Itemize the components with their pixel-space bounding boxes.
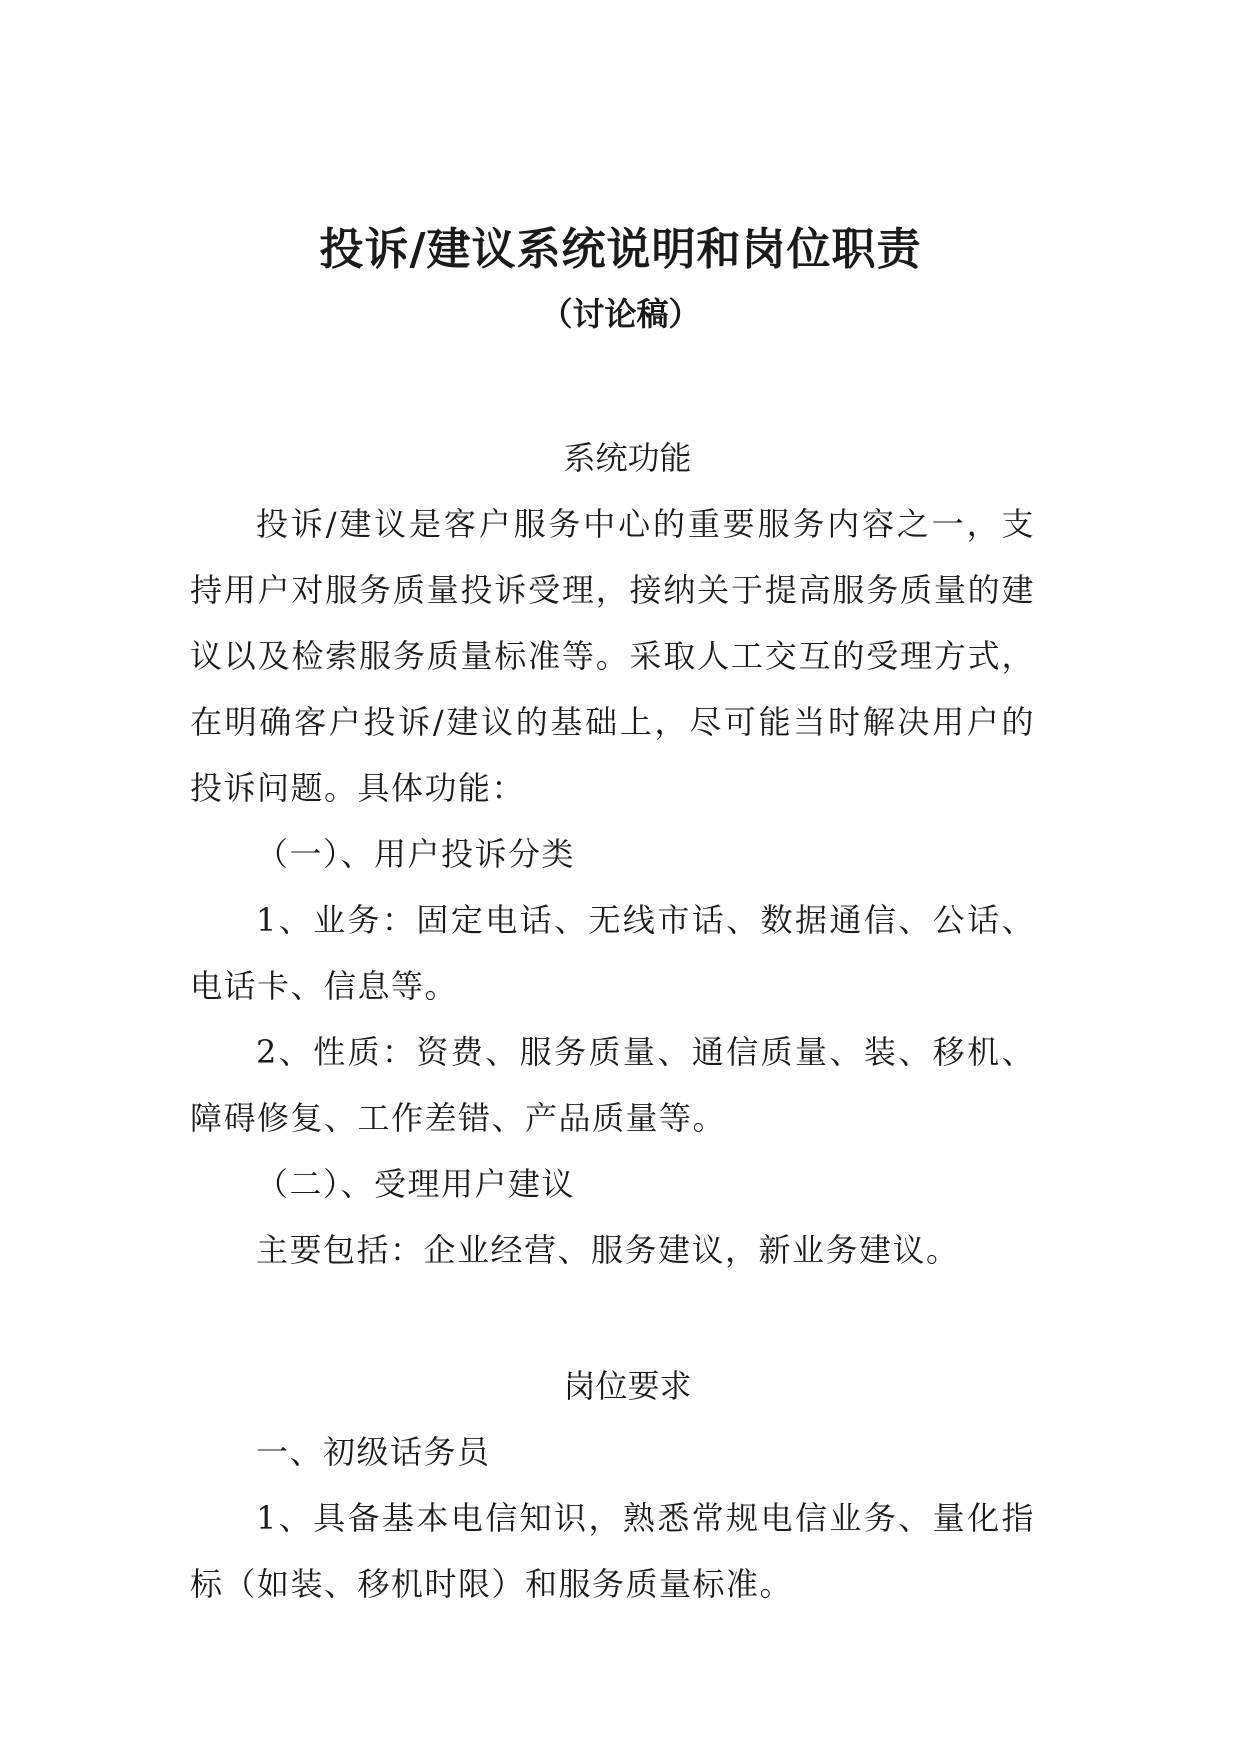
intro-paragraph: 投诉/建议是客户服务中心的重要服务内容之一，支持用户对服务质量投诉受理，接纳关于提高服务质量的建议以及检索服务质量标准等。采取人工交互的受理方式，在明确客户投诉/建议的基础上，尽可能当时解决用户的投诉问题。具体功能： (190, 505, 1035, 807)
list-item-business: 1、业务：固定电话、无线市话、数据通信、公话、电话卡、信息等。 (190, 901, 1035, 1005)
section-heading-job-requirements: 岗位要求 (563, 1367, 692, 1405)
document-subtitle: （讨论稿） (540, 295, 701, 333)
document-body (190, 425, 1035, 1617)
role-requirement-item: 1、具备基本电信知识，熟悉常规电信业务、量化指标（如装、移机时限）和服务质量标准。 (190, 1499, 1035, 1603)
list-item-nature: 2、性质：资费、服务质量、通信质量、装、移机、障碍修复、工作差错、产品质量等。 (190, 1033, 1035, 1137)
subheading-complaint-categories: （一）、用户投诉分类 (256, 835, 576, 873)
suggestions-text: 主要包括：企业经营、服务建议，新业务建议。 (256, 1231, 960, 1269)
subheading-user-suggestions: （二）、受理用户建议 (256, 1165, 576, 1203)
section-spacer (190, 1283, 1035, 1353)
section-heading-system-functions: 系统功能 (563, 439, 692, 477)
role-heading-junior-operator: 一、初级话务员 (256, 1433, 491, 1471)
document-title: 投诉/建议系统说明和岗位职责 (319, 224, 922, 275)
